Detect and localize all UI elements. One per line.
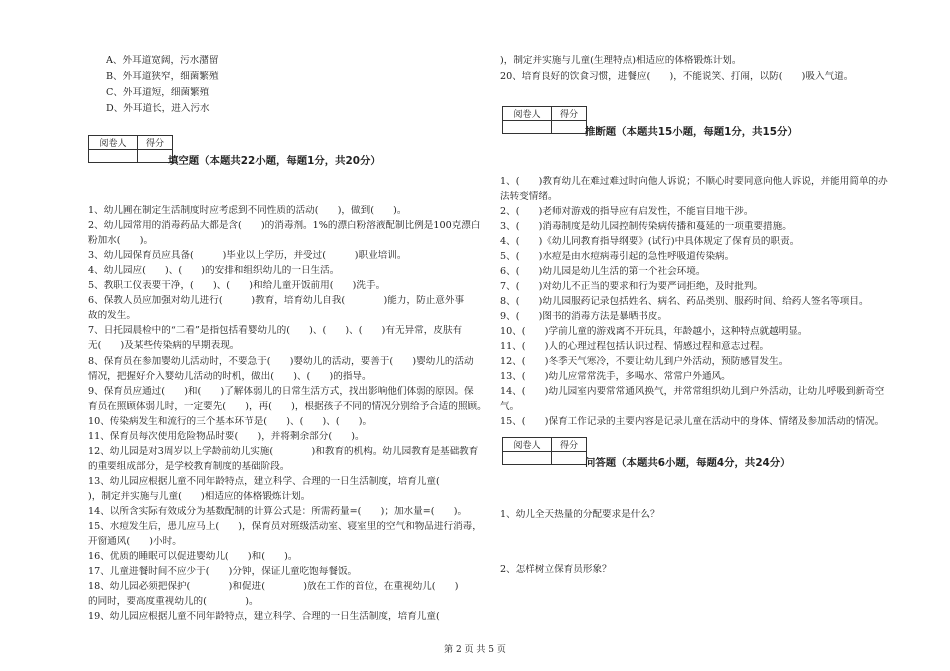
fill-question-line: 18、幼儿园必须把保护( )和促进( )放在工作的首位，在重视幼儿( ) (88, 581, 459, 593)
score-box-judge (502, 106, 587, 134)
judge-question-line: 5、( )水痘是由水痘病毒引起的急性呼吸道传染病。 (500, 251, 735, 262)
option-d: D、外耳道长，进入污水 (106, 103, 210, 114)
fill-question-line: 15、水痘发生后，患儿应马上( )，保育员对班级活动室、寝室里的空气和物品进行消毒， (88, 521, 482, 533)
fill-question-line: 19、幼儿园应根据儿童不同年龄特点，建立科学、合理的一日生活制度，培育儿童( (88, 611, 440, 623)
fill-question-line: 10、传染病发生和流行的三个基本环节是( )、( )、( )。 (88, 415, 373, 427)
fill-question-line: 故的发生。 (88, 310, 136, 322)
fill-question-20: 20、培育良好的饮食习惯，进餐应( )，不能说笑、打闹，以防( )吸入气道。 (500, 71, 854, 82)
judge-question-line: 2、( )老师对游戏的指导应有启发性，不能盲目地干涉。 (500, 206, 754, 217)
judge-question-line: 15、( )保育工作记录的主要内容是记录儿童在活动中的身体、情绪及参加活动的情况。 (500, 416, 885, 427)
judge-question-line: 1、( )教育幼儿在难过难过时向他人诉说；不顺心时要同意向他人诉说，并能用简单的办 (500, 176, 888, 187)
judge-question-line: 7、( )对幼儿不正当的要求和行为要严词拒绝，及时批判。 (500, 281, 764, 292)
qa-section-title: 问答题（本题共6小题，每题4分，共24分） (585, 457, 791, 469)
judge-question-line: 3、( )消毒制度是幼儿园控制传染病传播和蔓延的一项重要措施。 (500, 221, 792, 232)
judge-question-line: 11、( )人的心理过程包括认识过程、情感过程和意志过程。 (500, 341, 770, 352)
judge-question-line: 9、( )图书的消毒方法是暴晒书皮。 (500, 311, 668, 322)
fill-section-title: 填空题（本题共22小题，每题1分，共20分） (168, 155, 381, 167)
fill-question-line: 13、幼儿园应根据儿童不同年龄特点，建立科学、合理的一日生活制度，培育儿童( (88, 475, 440, 487)
fill-question-line: 开窗通风( )小时。 (88, 536, 182, 548)
right-continued-line: )，制定并实施与儿童(生理特点)相适应的体格锻炼计划。 (500, 55, 742, 66)
fill-question-line: 3、幼儿园保育员应具备( )毕业以上学历，并受过( )职业培训。 (88, 250, 407, 262)
fill-question-line: 6、保教人员应加强对幼儿进行( )教育，培育幼儿自我( )能力，防止意外事 (88, 295, 465, 307)
judge-question-line: 4、( )《幼儿同教育指导纲要》(试行)中具体规定了保育员的职责。 (500, 236, 800, 247)
fill-question-line: 2、幼儿园常用的消毒药品大都是含( )的消毒剂。1%的漂白粉溶液配制比例是100克漂白 (88, 220, 481, 232)
judge-question-line: 12、( )冬季天气寒冷，不要让幼儿到户外活动，预防感冒发生。 (500, 356, 789, 367)
judge-question-line: 10、( )学前儿童的游戏离不开玩具，年龄越小，这种特点就越明显。 (500, 326, 808, 337)
fill-question-line: 的重要组成部分，是学校教育制度的基础阶段。 (88, 460, 290, 472)
judge-question-line: 13、( )幼儿应常常洗手，多喝水、常常户外通风。 (500, 371, 731, 382)
fill-question-line: 5、教职工仪表要干净，( )、( )和给儿童开饭前用( )洗手。 (88, 280, 386, 292)
score-label: 得分 (552, 107, 587, 121)
fill-question-line: 12、幼儿园是对3周岁以上学龄前幼儿实施( )和教育的机构。幼儿园教育是基础教育 (88, 445, 479, 457)
fill-question-line: 粉加水( )。 (88, 235, 154, 247)
reviewer-label: 阅卷人 (89, 136, 138, 150)
fill-question-line: 无( )及某些传染病的早期表现。 (88, 340, 240, 352)
fill-question-line: 11、保育员每次使用危险物品时要( )，并将剩余部分( )。 (88, 430, 365, 442)
fill-question-line: 14、以所含实际有效成分为基数配制的计算公式是：所需药量=( )；加水量=( )。 (88, 506, 468, 517)
judge-section-title: 推断题（本题共15小题，每题1分，共15分） (585, 126, 798, 138)
fill-question-line: 1、幼儿圃在制定生活制度时应考虑到不同性质的活动( )，做到( )。 (88, 205, 407, 216)
judge-question-line: 14、( )幼儿园室内要常常通风换气，并常常组织幼儿到户外活动，让幼儿呼吸到新奇空 (500, 386, 885, 397)
judge-question-line: 气。 (500, 401, 520, 412)
reviewer-label: 阅卷人 (503, 107, 552, 121)
reviewer-cell (503, 452, 552, 465)
score-box-qa (502, 437, 587, 465)
score-label: 得分 (552, 438, 587, 452)
fill-question-line: 8、保育员在参加婴幼儿活动时，不要急于( )婴幼儿的活动，要善于( )婴幼儿的活动 (88, 355, 474, 367)
score-box-fill (88, 135, 173, 163)
qa-question-2: 2、怎样树立保育员形象？ (500, 564, 612, 575)
score-cell (552, 121, 587, 134)
judge-question-line: 8、( )幼儿园服药记录包括姓名、病名、药品类别、服药时间、给药人签名等项目。 (500, 296, 869, 307)
option-a: A、外耳道宽阔，污水潴留 (106, 55, 219, 66)
fill-question-line: )，制定并实施与儿童( )相适应的体格锻炼计划。 (88, 490, 311, 502)
judge-question-line: 法转变情绪。 (500, 191, 558, 202)
fill-question-line: 4、幼儿园应( )、( )的安排和组织幼儿的一日生活。 (88, 265, 340, 277)
score-label: 得分 (138, 136, 173, 150)
reviewer-cell (89, 150, 138, 163)
judge-question-line: 6、( )幼儿园是幼儿生活的第一个社会环境。 (500, 266, 706, 277)
qa-question-1: 1、幼儿全天热量的分配要求是什么？ (500, 509, 660, 520)
fill-question-line: 17、儿童进餐时间不应少于( )分钟，保证儿童吃饱每餐饭。 (88, 566, 358, 578)
option-c: C、外耳道短，细菌繁殖 (106, 87, 210, 98)
reviewer-label: 阅卷人 (503, 438, 552, 452)
fill-question-line: 7、日托园晨检中的“二看”是指包括看婴幼儿的( )、( )、( )有无异常，皮肤有 (88, 325, 463, 337)
option-b: B、外耳道狭窄，细菌繁殖 (106, 71, 219, 82)
fill-question-line: 育员在照顾体弱儿时，一定要先( )，再( )，根据孩子不同的情况分别给予合适的照顾。 (88, 400, 487, 412)
fill-question-line: 的同时，要高度重视幼儿的( )。 (88, 596, 259, 608)
page-footer: 第 2 页 共 5 页 (444, 645, 506, 655)
score-cell (552, 452, 587, 465)
fill-question-line: 情况，把握好介入婴幼儿活动的时机，做出( )、( )的指导。 (88, 370, 372, 382)
fill-question-line: 9、保育员应通过( )和( )了解体弱儿的日常生活方式，找出影响他们体弱的原因。保 (88, 385, 474, 397)
reviewer-cell (503, 121, 552, 134)
fill-question-line: 16、优质的睡眠可以促进婴幼儿( )和( )。 (88, 551, 298, 563)
